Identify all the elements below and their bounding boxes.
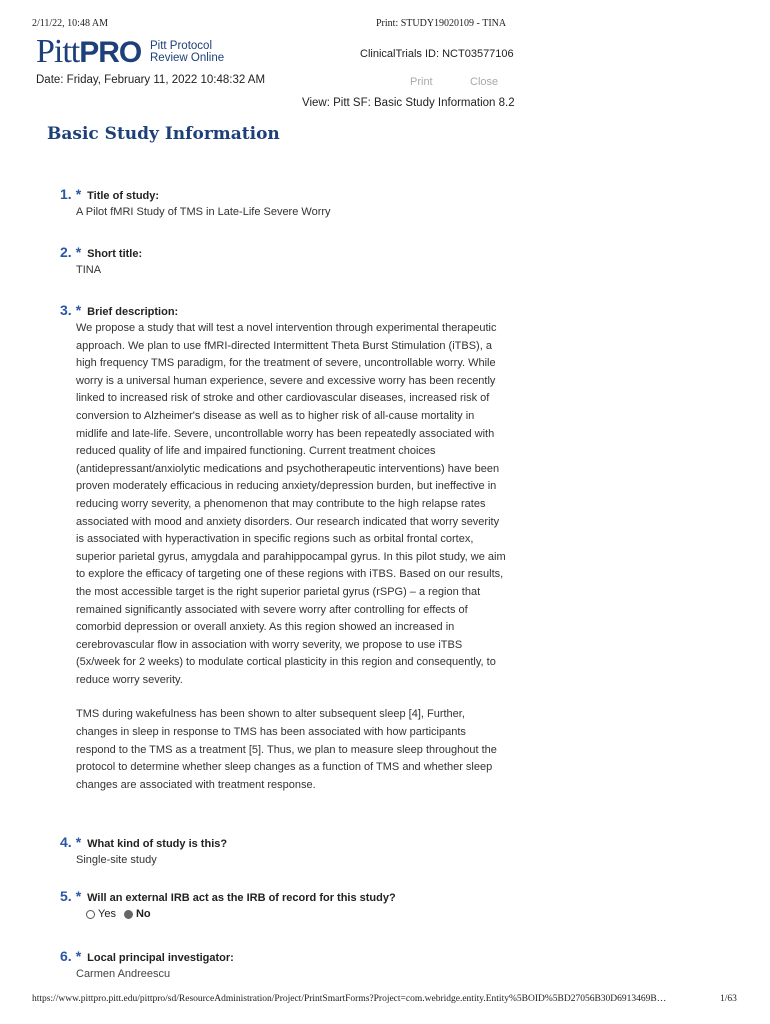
- print-link[interactable]: Print: [410, 76, 433, 88]
- required-marker: *: [75, 302, 82, 318]
- footer-url: https://www.pittpro.pitt.edu/pittpro/sd/ResourceAdministration/Project/PrintSmartForms?Project=com.webridge.entity.Entity%5BOID%5BD27056B30D6913469B…: [32, 994, 667, 1004]
- print-date: Date: Friday, February 11, 2022 10:48:32 AM: [36, 74, 266, 86]
- question-answer: TINA: [76, 264, 102, 276]
- question-number: 5.: [60, 888, 72, 904]
- question-answer: A Pilot fMRI Study of TMS in Late-Life Severe Worry: [76, 206, 331, 218]
- footer-page-number: 1/63: [720, 994, 737, 1004]
- question-label: Brief description:: [87, 306, 179, 318]
- question-title-of-study: [60, 186, 730, 222]
- logo-subtitle-line2: Review Online: [150, 52, 225, 64]
- clinical-trials-id: ClinicalTrials ID: NCT03577106: [360, 48, 514, 60]
- question-answer: Carmen Andreescu: [76, 968, 171, 980]
- required-marker: *: [75, 186, 82, 202]
- required-marker: *: [75, 948, 82, 964]
- print-header-timestamp: 2/11/22, 10:48 AM: [32, 18, 109, 29]
- question-local-pi: [60, 948, 730, 984]
- description-paragraph-1: We propose a study that will test a novel intervention through experimental therapeutic approach. We plan to use fMRI-directed Intermittent Theta Burst Stimulation (iTBS), a high frequency TMS paradigm, for the treatment of severe, uncontrollable worry. While worry is a universal human experience, severe and excessive worry has been recently linked to increased risk of stroke and other cardiovascular diseases, increased risk of conversion to Alzheimer's disease as well as to higher risk of all-cause mortality in midlife and late-life. Severe, uncontrollable worry has been repeatedly associated with reduced quality of life and impaired functioning. Current treatment choices (antidepressant/anxiolytic medications and psychotherapeutic interventions) have been proven moderately efficacious in reducing anxiety/depression burden, but ineffective in reducing worry severity, a phenomenon that may contribute to the high relapse rates associated with mood and anxiety disorders. Our research indicated that worry severity is associated with hyperactivation in specific regions such as orbital frontal cortex, superior parietal gyrus, amygdala and parahippocampal gyrus. In this pilot study, we aim to explore the efficacy of targeting one of these regions with iTBS. Based on our results, the most accessible target is the right superior parietal gyrus (rSPG) – a region that remained significantly associated with severe worry after controlling for effects of comorbid depression or overall anxiety. As this region showed an increased in cerebrovascular flow in association with worry severity, we propose to use iTBS (5x/week for 2 weeks) to modulate cortical plasticity in this region and consequently, to reduce worry severity.: [76, 322, 506, 686]
- question-external-irb: [60, 888, 730, 920]
- question-label: Local principal investigator:: [87, 952, 234, 964]
- logo-wordmark: [36, 34, 141, 71]
- question-number: 6.: [60, 948, 72, 964]
- print-header-title: Print: STUDY19020109 - TINA: [376, 18, 507, 29]
- question-number: 2.: [60, 244, 72, 260]
- question-brief-description: [60, 302, 730, 794]
- logo-pitt: Pitt: [36, 33, 80, 70]
- description-paragraph-2: TMS during wakefulness has been shown to alter subsequent sleep [4], Further, changes in sleep in response to TMS has been associated with how participants respond to the TMS as a treatment [5]. Thus, we plan to measure sleep throughout the protocol to determine whether sleep changes as a function of TMS and whether sleep changes are associated with treatment response.: [76, 708, 497, 791]
- question-study-kind: [60, 834, 730, 870]
- required-marker: *: [75, 888, 82, 904]
- question-number: 3.: [60, 302, 72, 318]
- logo-subtitle: [150, 40, 270, 64]
- question-label: Short title:: [87, 248, 143, 260]
- question-label: Will an external IRB act as the IRB of record for this study?: [87, 892, 396, 904]
- question-number: 4.: [60, 834, 72, 850]
- required-marker: *: [75, 834, 82, 850]
- section-title: Basic Study Information: [47, 124, 280, 144]
- question-label: Title of study:: [87, 190, 160, 202]
- required-marker: *: [75, 244, 82, 260]
- question-answer: Single-site study: [76, 854, 157, 866]
- irb-radio-group: [86, 908, 730, 920]
- question-label: What kind of study is this?: [87, 838, 228, 850]
- question-answer: [76, 320, 508, 794]
- radio-no[interactable]: [124, 910, 133, 919]
- close-link[interactable]: Close: [470, 76, 499, 88]
- view-label: View: Pitt SF: Basic Study Information 8.2: [302, 97, 515, 109]
- radio-yes[interactable]: [86, 910, 95, 919]
- radio-yes-label: Yes: [98, 908, 116, 920]
- radio-no-label: No: [135, 908, 151, 920]
- logo-subtitle-line1: Pitt Protocol: [150, 40, 212, 52]
- question-short-title: [60, 244, 730, 280]
- question-number: 1.: [60, 186, 72, 202]
- logo-pro: PRO: [79, 36, 142, 69]
